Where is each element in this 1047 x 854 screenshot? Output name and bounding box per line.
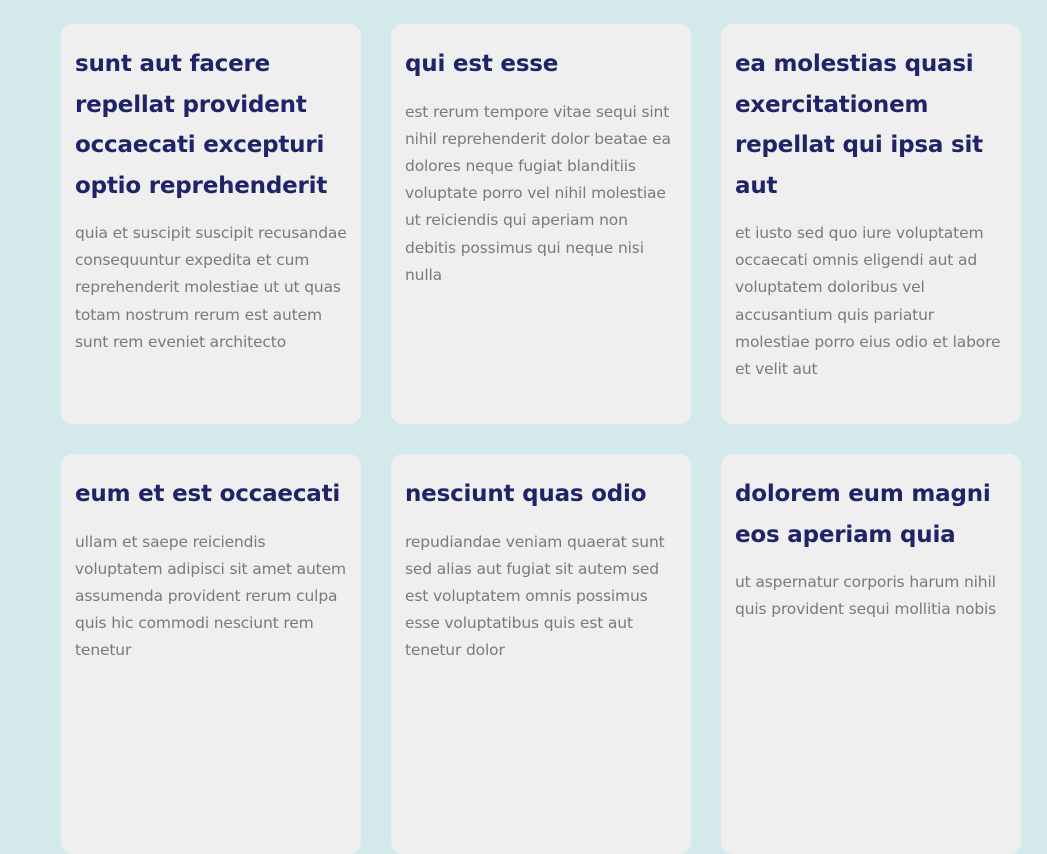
post-body: ullam et saepe reiciendis voluptatem adipisci sit amet autem assumenda provident rerum culpa quis hic commodi nesciunt rem tenetur [75,532,346,660]
post-body: ut aspernatur corporis harum nihil quis provident sequi mollitia nobis [735,573,997,619]
post-title: qui est esse [405,51,559,77]
post-title: nesciunt quas odio [405,481,647,507]
post-card[interactable] [721,454,1021,854]
post-body: est rerum tempore vitae sequi sint nihil reprehenderit dolor beatae ea dolores neque fugiat blanditiis voluptate porro vel nihil molestiae ut reiciendis qui aperiam non debitis possimus qui neque nisi nulla [405,102,671,284]
post-title: dolorem eum magni eos aperiam quia [735,481,991,548]
post-body: quia et suscipit suscipit recusandae consequuntur expedita et cum reprehenderit molestiae ut ut quas totam nostrum rerum est autem sunt rem eveniet architecto [75,224,347,351]
post-card[interactable] [61,454,361,854]
post-card[interactable] [391,24,691,424]
post-card[interactable] [391,454,691,854]
post-title: eum et est occaecati [75,481,341,507]
post-card[interactable] [61,24,361,424]
post-body: repudiandae veniam quaerat sunt sed alias aut fugiat sit autem sed est voluptatem omnis possimus esse voluptatibus quis est aut tenetur dolor [405,532,665,660]
post-body: et iusto sed quo iure voluptatem occaecati omnis eligendi aut ad voluptatem doloribus vel accusantium quis pariatur molestiae porro eius odio et labore et velit aut [735,224,1001,379]
post-title: ea molestias quasi exercitationem repellat qui ipsa sit aut [735,51,983,199]
post-card[interactable] [721,24,1021,424]
post-title: sunt aut facere repellat provident occaecati excepturi optio reprehenderit [75,51,328,199]
